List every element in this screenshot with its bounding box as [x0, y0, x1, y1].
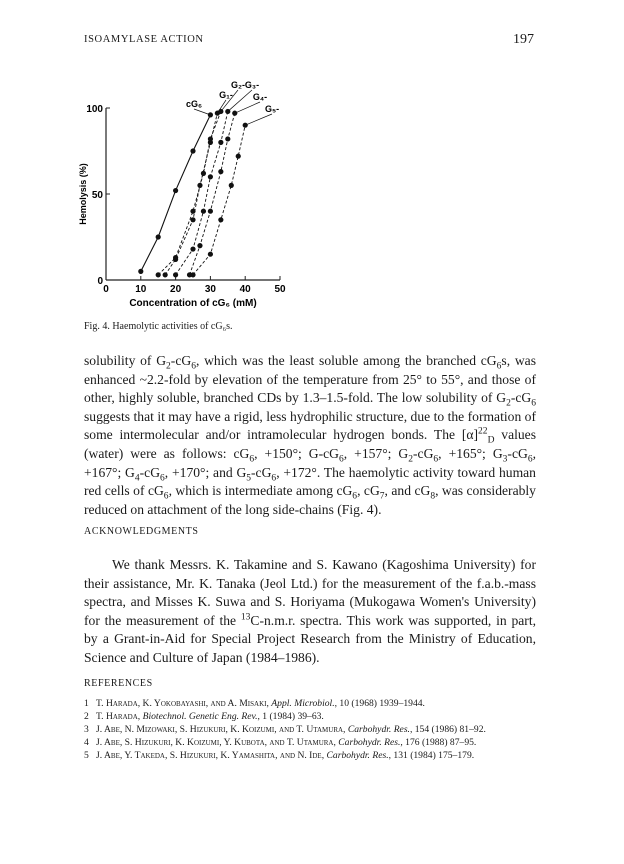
x-tick-label: 20	[170, 284, 182, 295]
data-point	[190, 209, 195, 214]
curve-label: G₂-	[231, 80, 245, 90]
data-point	[156, 234, 161, 239]
reference-number: 4	[84, 737, 89, 748]
references-heading: REFERENCES	[84, 678, 153, 689]
data-point	[225, 136, 230, 141]
hemolysis-chart	[76, 70, 316, 310]
data-point	[201, 171, 206, 176]
data-point	[208, 252, 213, 257]
label-leader-line	[245, 114, 272, 125]
reference-item	[84, 710, 536, 723]
references-list	[84, 697, 536, 762]
data-point	[173, 255, 178, 260]
data-point	[243, 123, 248, 128]
data-point	[138, 269, 143, 274]
curve-label: cG₆	[185, 99, 203, 109]
page-number: 197	[513, 32, 534, 47]
reference-text: T. Harada, K. Yokobayashi, and A. Misaki, Appl. Microbiol., 10 (1968) 1939–1944.	[96, 698, 425, 709]
label-leader-line	[235, 102, 260, 113]
reference-item	[84, 723, 536, 736]
reference-number: 2	[84, 711, 89, 722]
reference-item	[84, 736, 536, 749]
x-tick-label: 30	[204, 284, 216, 295]
reference-text: T. Harada, Biotechnol. Genetic Eng. Rev., 1 (1984) 39–63.	[96, 711, 324, 722]
label-leader-line	[194, 109, 210, 115]
y-axis-label: Hemolysis (%)	[78, 163, 88, 225]
data-point	[208, 136, 213, 141]
curve-label: G₅-	[264, 104, 280, 114]
data-point	[229, 183, 234, 188]
curve-label: G₃-	[244, 80, 260, 90]
data-point	[218, 217, 223, 222]
reference-item	[84, 749, 536, 762]
reference-text: J. Abe, N. Mizowaki, S. Hizukuri, K. Koizumi, and T. Utamura, Carbohydr. Res., 154 (1986) 81–92.	[96, 724, 486, 735]
reference-item	[84, 697, 536, 710]
data-point	[197, 243, 202, 248]
x-tick-label: 0	[103, 284, 109, 295]
data-point	[190, 217, 195, 222]
body-text: solubility of $G_2-cG_6$, which was the least soluble among the branched $cG_6s$, was enhanced ~2.2-fold by elevation of the temperature from 25° to 55°, and those of other, highly soluble, branched CDs by 1.3–1.5-fold. The low solubility of $G_2-cG_6$ suggests that it may have a rigid, less hydrophilic structure, due to the formation of some intermolecular and/or intramolecular hydrogen bonds. The $[\alpha]^{22}_D$ values (water) were as follows: $cG_6$, +150°; $G-cG_6$, +157°; $G_2-cG_6$, +165°; $G_3-cG_6$, +167°; $G_4-cG_6$, +170°; and $G_5-cG_6$, +172°. The haemolytic activity toward human red cells of $cG_6$, which is intermediate among $cG_6$, $cG_7$, and $cG_8$, was considerably reduced on attachment of the long side-chains (Fig. 4).	[84, 353, 536, 517]
x-tick-label: 50	[274, 284, 286, 295]
data-point	[163, 272, 168, 277]
data-point	[190, 272, 195, 277]
x-tick-label: 10	[135, 284, 147, 295]
acknowledgments-heading: ACKNOWLEDGMENTS	[84, 526, 199, 537]
y-tick-label: 50	[91, 190, 103, 201]
running-title: ISOAMYLASE ACTION	[84, 34, 204, 45]
data-point	[236, 154, 241, 159]
data-point	[208, 112, 213, 117]
figure-caption: Fig. 4. Haemolytic activities of cG₆s.	[84, 321, 233, 332]
x-tick-label: 40	[239, 284, 251, 295]
reference-number: 3	[84, 724, 89, 735]
reference-text: J. Abe, Y. Takeda, S. Hizukuri, K. Yamashita, and N. Ide, Carbohydr. Res., 131 (1984) 175–179.	[96, 750, 475, 761]
y-tick-label: 100	[86, 104, 103, 115]
x-axis-label: Concentration of cG₆ (mM)	[129, 298, 257, 309]
data-point	[201, 209, 206, 214]
data-point	[208, 174, 213, 179]
acknowledgments-text: We thank Messrs. K. Takamine and S. Kawano (Kagoshima University) for their assistance, Mr. K. Tanaka (Jeol Ltd.) for the measurement of the f.a.b.-mass spectra, and Misses K. Suwa and S. Horiyama (Mukogawa Women's University) for the measurement of the $^{13}$C-n.m.r. spectra. This work was supported, in part, by a Grant-in-Aid for Special Project Research from the Ministry of Education, Science and Culture of Japan (1984–1986).	[84, 557, 536, 665]
y-tick-label: 0	[97, 276, 103, 287]
data-point	[218, 169, 223, 174]
curve-label: G₄-	[252, 92, 268, 102]
data-point	[173, 272, 178, 277]
data-point	[156, 272, 161, 277]
data-point	[190, 246, 195, 251]
acknowledgments-section	[84, 556, 536, 668]
running-head	[84, 34, 534, 50]
body-paragraph	[84, 352, 536, 519]
reference-text: J. Abe, S. Hizukuri, K. Koizumi, Y. Kubota, and T. Utamura, Carbohydr. Res., 176 (1988) 87–95.	[96, 737, 477, 748]
chart-svg	[76, 70, 316, 310]
data-point	[218, 140, 223, 145]
curve-label: G₁-	[219, 90, 233, 100]
reference-number: 5	[84, 750, 89, 761]
data-point	[232, 111, 237, 116]
data-point	[190, 148, 195, 153]
reference-number: 1	[84, 698, 89, 709]
series-line	[176, 111, 228, 274]
data-point	[208, 209, 213, 214]
data-point	[173, 188, 178, 193]
